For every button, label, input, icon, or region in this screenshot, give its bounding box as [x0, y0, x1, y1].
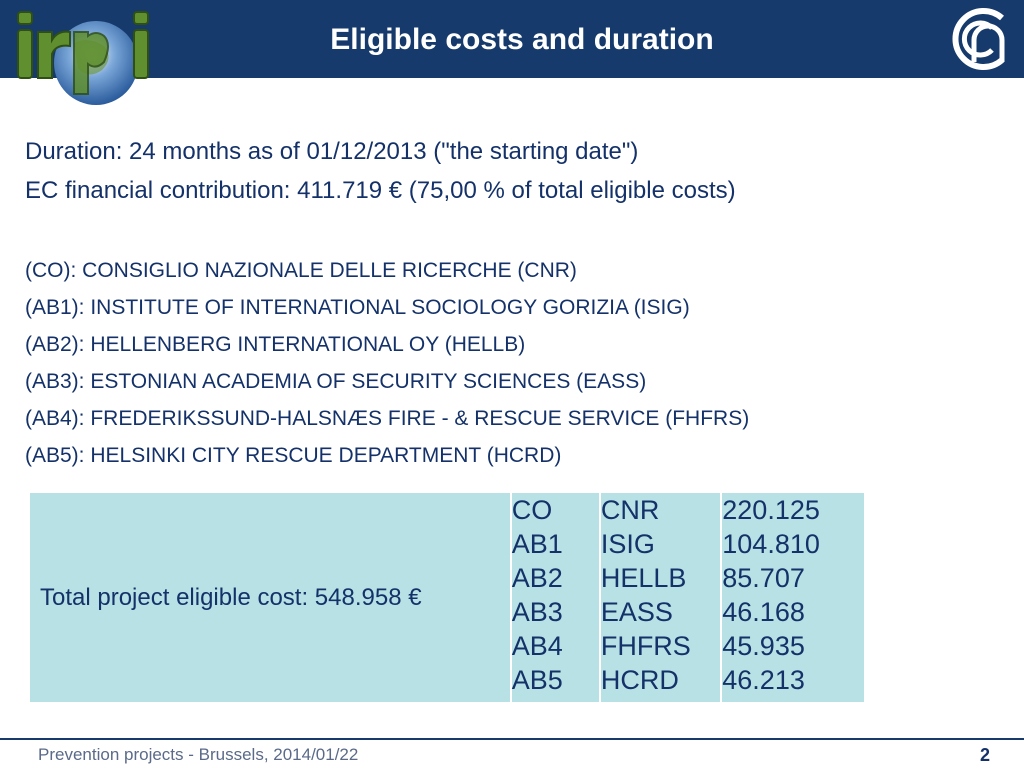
acronym-cell: HCRD	[600, 665, 679, 695]
role-cell: AB3	[511, 597, 563, 627]
partner-item: (AB4): FREDERIKSSUND-HALSNÆS FIRE - & RESCUE SERVICE (FHFRS)	[25, 407, 750, 430]
acronym-column	[601, 493, 720, 702]
cost-column	[722, 493, 864, 702]
footer-divider	[0, 738, 1024, 740]
role-cell: AB5	[511, 665, 563, 695]
contribution-text: EC financial contribution: 411.719 € (75,00 % of total eligible costs)	[25, 177, 736, 204]
partner-item: (AB5): HELSINKI CITY RESCUE DEPARTMENT (HCRD)	[25, 444, 562, 467]
cost-table	[28, 491, 866, 704]
role-cell: AB2	[511, 563, 563, 593]
cost-cell: 45.935	[722, 631, 805, 661]
partner-item: (AB2): HELLENBERG INTERNATIONAL OY (HELLB)	[25, 333, 526, 356]
cost-cell: 104.810	[722, 529, 820, 559]
total-cost-cell	[30, 493, 510, 702]
partner-item: (AB1): INSTITUTE OF INTERNATIONAL SOCIOLOGY GORIZIA (ISIG)	[25, 296, 690, 319]
role-column	[512, 493, 599, 702]
acronym-cell: FHFRS	[600, 631, 691, 661]
cost-table-row	[30, 493, 864, 702]
duration-text: Duration: 24 months as of 01/12/2013 ("the starting date")	[25, 138, 639, 165]
cost-cell: 46.213	[722, 665, 805, 695]
role-cell: AB1	[511, 529, 563, 559]
acronym-cell: HELLB	[600, 563, 687, 593]
total-cost-label: Total project eligible cost: 548.958 €	[40, 583, 422, 611]
footer-text: Prevention projects - Brussels, 2014/01/22	[38, 745, 359, 764]
cost-cell: 85.707	[722, 563, 805, 593]
acronym-cell: CNR	[600, 495, 660, 525]
partner-item: (AB3): ESTONIAN ACADEMIA OF SECURITY SCIENCES (EASS)	[25, 370, 647, 393]
cost-cell: 46.168	[722, 597, 805, 627]
partner-item: (CO): CONSIGLIO NAZIONALE DELLE RICERCHE (CNR)	[25, 259, 577, 282]
intro-block	[25, 135, 736, 213]
acronym-cell: ISIG	[600, 529, 655, 559]
cnr-logo	[946, 6, 1016, 72]
cost-cell: 220.125	[722, 495, 820, 525]
role-cell: CO	[511, 495, 553, 525]
acronym-cell: EASS	[600, 597, 673, 627]
page-number: 2	[980, 745, 991, 765]
partner-list	[25, 255, 749, 477]
role-cell: AB4	[511, 631, 563, 661]
slide-title: Eligible costs and duration	[330, 23, 714, 56]
